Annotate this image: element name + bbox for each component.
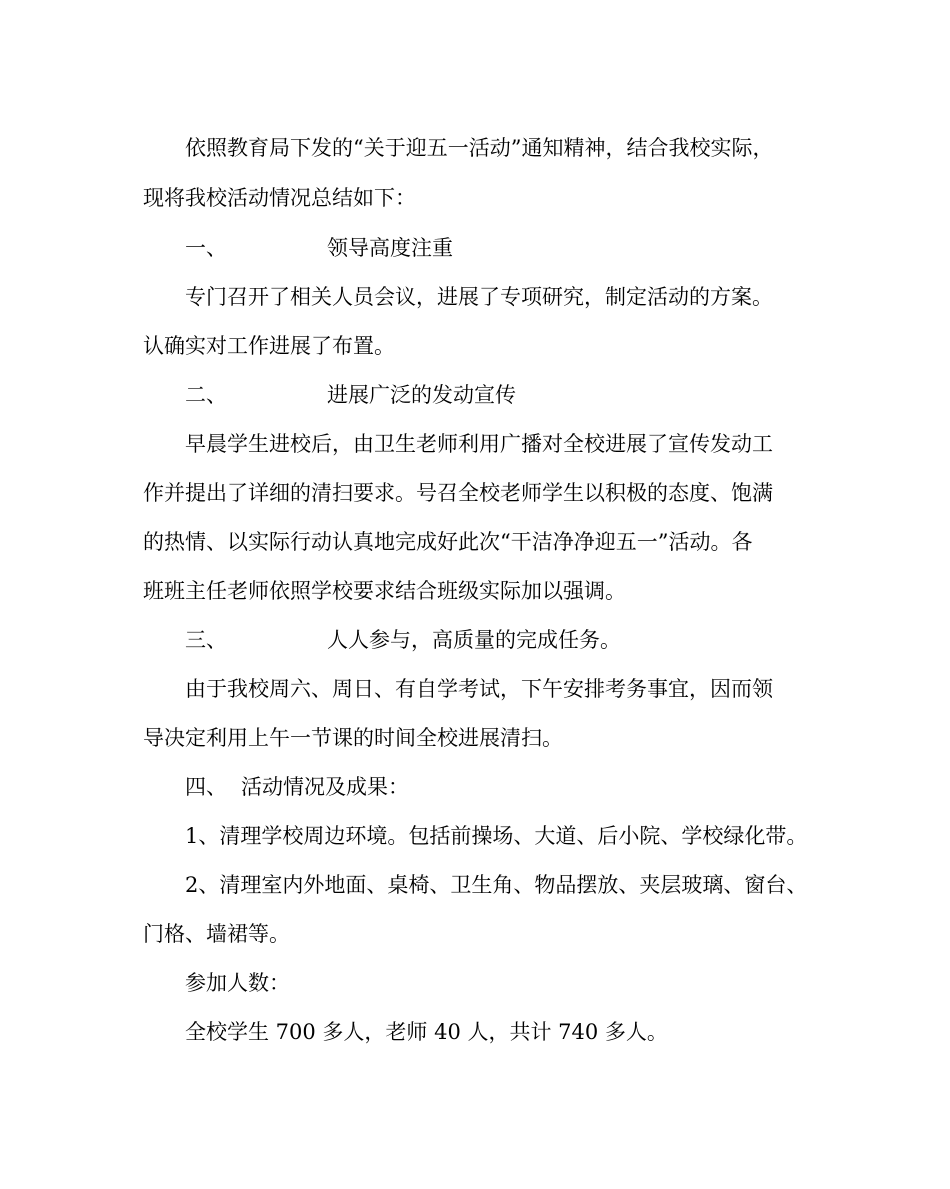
section-3-title: 人人参与，高质量的完成任务。: [327, 628, 621, 652]
intro-line-2: 现将我校活动情况总结如下：: [143, 186, 416, 210]
participants-text: 全校学生 700 多人，老师 40 人，共计 740 多人。: [185, 1020, 668, 1044]
section-4-title: 活动情况及成果：: [241, 775, 409, 799]
participants-label: 参加人数：: [185, 971, 290, 995]
section-4-item-1: 1、清理学校周边环境。包括前操场、大道、后小院、学校绿化带。: [185, 824, 808, 848]
intro-line-1: 依照教育局下发的“关于迎五一活动”通知精神，结合我校实际，: [185, 136, 774, 160]
section-4-item-2-cont: 门格、墙裙等。: [143, 922, 290, 946]
section-3-body-line-2: 导决定利用上午一节课的时间全校进展清扫。: [143, 726, 563, 750]
section-1-heading: [185, 234, 885, 262]
section-1-body-line-2: 认确实对工作进展了布置。: [143, 334, 395, 358]
section-3-heading: [185, 626, 885, 654]
section-2-heading: [185, 381, 885, 409]
section-2-number: 二、: [185, 383, 227, 407]
section-3-number: 三、: [185, 628, 227, 652]
section-2-body-line-4: 班班主任老师依照学校要求结合班级实际加以强调。: [143, 579, 626, 603]
section-3-body-line-1: 由于我校周六、周日、有自学考试，下午安排考务事宜，因而领: [185, 677, 773, 701]
section-4-heading: [185, 773, 885, 801]
section-4-number: 四、: [185, 775, 227, 799]
section-2-title: 进展广泛的发动宣传: [327, 383, 516, 407]
section-2-body-line-2: 作并提出了详细的清扫要求。号召全校老师学生以积极的态度、饱满: [143, 481, 773, 505]
section-2-body-line-3: 的热情、以实际行动认真地完成好此次“干洁净净迎五一”活动。各: [143, 530, 753, 554]
section-1-title: 领导高度注重: [327, 236, 453, 260]
section-4-item-2: 2、清理室内外地面、桌椅、卫生角、物品摆放、夹层玻璃、窗台、: [185, 873, 808, 897]
section-1-body-line-1: 专门召开了相关人员会议，进展了专项研究，制定活动的方案。: [185, 285, 773, 309]
section-2-body-line-1: 早晨学生进校后，由卫生老师利用广播对全校进展了宣传发动工: [185, 432, 773, 456]
section-1-number: 一、: [185, 236, 227, 260]
